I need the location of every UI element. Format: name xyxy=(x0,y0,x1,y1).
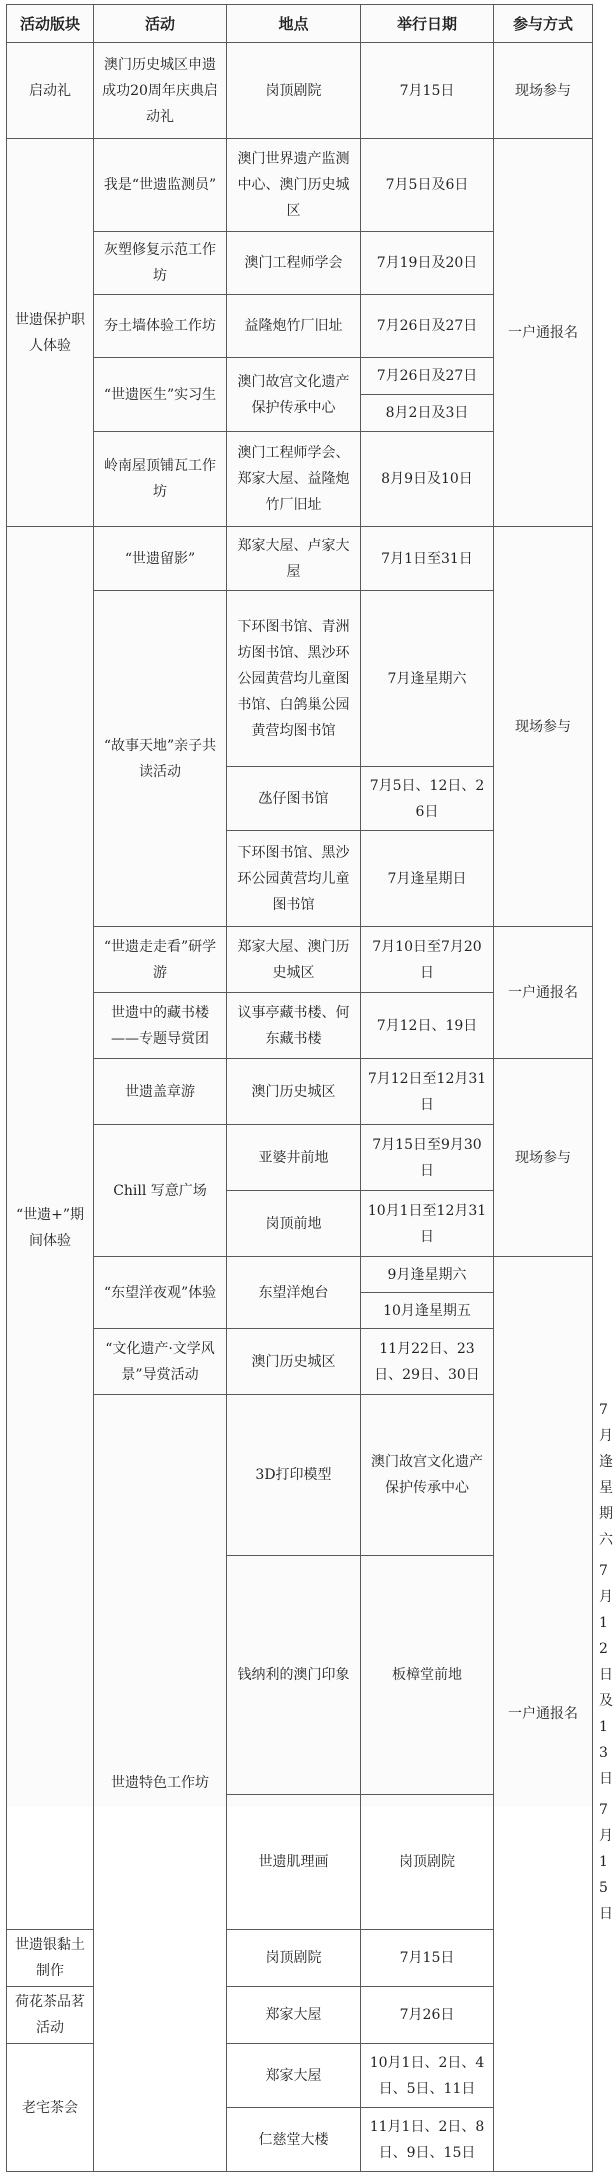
date-cell: 7月19日及20日 xyxy=(361,232,494,295)
place-cell: 郑家大屋 xyxy=(227,2044,361,2108)
activity-cell: 荷花茶品茗活动 xyxy=(7,1987,94,2044)
date-cell: 9月逢星期六 xyxy=(361,1257,494,1293)
table-row: 世遗特色工作坊 3D打印模型 澳门故宫文化遗产保护传承中心 7月逢星期六 xyxy=(7,1395,593,1556)
method-cell: 一户通报名 xyxy=(494,1257,593,2172)
table-header-row xyxy=(7,5,593,43)
activity-cell: 世遗肌理画 xyxy=(227,1795,361,1930)
activity-cell: Chill 写意广场 xyxy=(94,1125,227,1257)
place-cell: 下环图书馆、黑沙环公园黄营均儿童图书馆 xyxy=(227,831,361,927)
place-cell: 澳门故宫文化遗产保护传承中心 xyxy=(361,1395,494,1556)
activity-schedule-sheet xyxy=(6,4,613,2161)
activity-cell: 世遗中的藏书楼——专题导赏团 xyxy=(94,993,227,1059)
place-cell: 岗顶前地 xyxy=(227,1191,361,1257)
date-cell: 7月5日及6日 xyxy=(361,139,494,232)
place-cell: 澳门世界遗产监测中心、澳门历史城区 xyxy=(227,139,361,232)
activity-cell: 老宅茶会 xyxy=(7,2044,94,2172)
place-cell: 岗顶剧院 xyxy=(361,1795,494,1930)
date-cell: 7月逢星期六 xyxy=(361,591,494,767)
place-cell: 澳门工程师学会 xyxy=(227,232,361,295)
date-cell: 7月12日、19日 xyxy=(361,993,494,1059)
place-cell: 氹仔图书馆 xyxy=(227,767,361,831)
place-cell: 下环图书馆、青洲坊图书馆、黑沙环公园黄营均儿童图书馆、白鸽巢公园黄营均图书馆 xyxy=(227,591,361,767)
method-cell: 现场参与 xyxy=(494,1059,593,1257)
date-cell: 7月26日及27日 xyxy=(361,295,494,358)
table-row xyxy=(7,1257,593,1293)
place-cell: 议事亭藏书楼、何东藏书楼 xyxy=(227,993,361,1059)
place-cell: 岗顶剧院 xyxy=(227,43,361,139)
date-cell: 10月1日、2日、4日、5日、11日 xyxy=(361,2044,494,2108)
method-cell: 现场参与 xyxy=(494,527,593,927)
activity-cell: 岭南屋顶铺瓦工作坊 xyxy=(94,432,227,527)
header-activity: 活动 xyxy=(94,5,227,43)
table-row: 钱纳利的澳门印象 板樟堂前地 7月12日及13日 xyxy=(7,1556,593,1795)
date-cell: 7月15日至9月30日 xyxy=(361,1125,494,1191)
place-cell: 郑家大屋、卢家大屋 xyxy=(227,527,361,591)
activity-cell: “文化遗产·文学风景”导赏活动 xyxy=(94,1329,227,1395)
method-cell: 现场参与 xyxy=(494,43,593,139)
date-cell: 7月5日、12日、26日 xyxy=(361,767,494,831)
activity-table xyxy=(6,4,613,2172)
place-cell: 板樟堂前地 xyxy=(361,1556,494,1795)
date-cell: 7月15日 xyxy=(361,1930,494,1987)
section-cell-workshop: 世遗特色工作坊 xyxy=(94,1395,227,2172)
activity-cell: 世遗银黏土制作 xyxy=(7,1930,94,1987)
date-cell: 7月1日至31日 xyxy=(361,527,494,591)
place-cell: 益隆炮竹厂旧址 xyxy=(227,295,361,358)
activity-cell: 澳门历史城区申遗成功20周年庆典启动礼 xyxy=(94,43,227,139)
date-cell: 8月2日及3日 xyxy=(361,395,494,432)
date-cell: 10月逢星期五 xyxy=(361,1293,494,1329)
activity-cell: “世遗走走看”研学游 xyxy=(94,927,227,993)
table-row xyxy=(7,1059,593,1125)
method-cell: 一户通报名 xyxy=(494,139,593,527)
section-cell-experience: 世遗保护职人体验 xyxy=(7,139,94,527)
place-cell: 郑家大屋、澳门历史城区 xyxy=(227,927,361,993)
place-cell: 岗顶剧院 xyxy=(227,1930,361,1987)
date-cell: 7月12日至12月31日 xyxy=(361,1059,494,1125)
date-cell: 10月1日至12月31日 xyxy=(361,1191,494,1257)
activity-cell: 钱纳利的澳门印象 xyxy=(227,1556,361,1795)
table-row xyxy=(7,139,593,232)
place-cell: 郑家大屋 xyxy=(227,1987,361,2044)
activity-cell: “世遗留影” xyxy=(94,527,227,591)
header-place: 地点 xyxy=(227,5,361,43)
table-row xyxy=(7,43,593,139)
date-cell: 7月逢星期日 xyxy=(361,831,494,927)
header-method: 参与方式 xyxy=(494,5,593,43)
place-cell: 东望洋炮台 xyxy=(227,1257,361,1329)
table-row xyxy=(7,527,593,591)
activity-cell: 我是“世遗监测员” xyxy=(94,139,227,232)
place-cell: 澳门工程师学会、郑家大屋、益隆炮竹厂旧址 xyxy=(227,432,361,527)
date-cell: 8月9日及10日 xyxy=(361,432,494,527)
place-cell: 仁慈堂大楼 xyxy=(227,2108,361,2172)
place-cell: 澳门历史城区 xyxy=(227,1329,361,1395)
activity-cell: 夯土墙体验工作坊 xyxy=(94,295,227,358)
activity-cell: “世遗医生”实习生 xyxy=(94,358,227,432)
place-cell: 澳门故宫文化遗产保护传承中心 xyxy=(227,358,361,432)
place-cell: 亚婆井前地 xyxy=(227,1125,361,1191)
activity-cell: “东望洋夜观”体验 xyxy=(94,1257,227,1329)
header-section: 活动版块 xyxy=(7,5,94,43)
date-cell: 7月15日 xyxy=(361,43,494,139)
date-cell: 11月1日、2日、8日、9日、15日 xyxy=(361,2108,494,2172)
activity-cell: 世遗盖章游 xyxy=(94,1059,227,1125)
date-cell: 7月10日至7月20日 xyxy=(361,927,494,993)
date-cell: 7月26日 xyxy=(361,1987,494,2044)
section-cell-period: “世遗+”期间体验 xyxy=(7,527,94,1930)
method-cell: 一户通报名 xyxy=(494,927,593,1059)
place-cell: 澳门历史城区 xyxy=(227,1059,361,1125)
header-date: 举行日期 xyxy=(361,5,494,43)
date-cell: 11月22日、23日、29日、30日 xyxy=(361,1329,494,1395)
date-cell: 7月26日及27日 xyxy=(361,358,494,395)
section-cell-launch: 启动礼 xyxy=(7,43,94,139)
table-row xyxy=(7,927,593,993)
activity-cell: 3D打印模型 xyxy=(227,1395,361,1556)
table-row: 世遗肌理画 岗顶剧院 7月15日 xyxy=(7,1795,593,1930)
activity-cell: 灰塑修复示范工作坊 xyxy=(94,232,227,295)
activity-cell: “故事天地”亲子共读活动 xyxy=(94,591,227,927)
